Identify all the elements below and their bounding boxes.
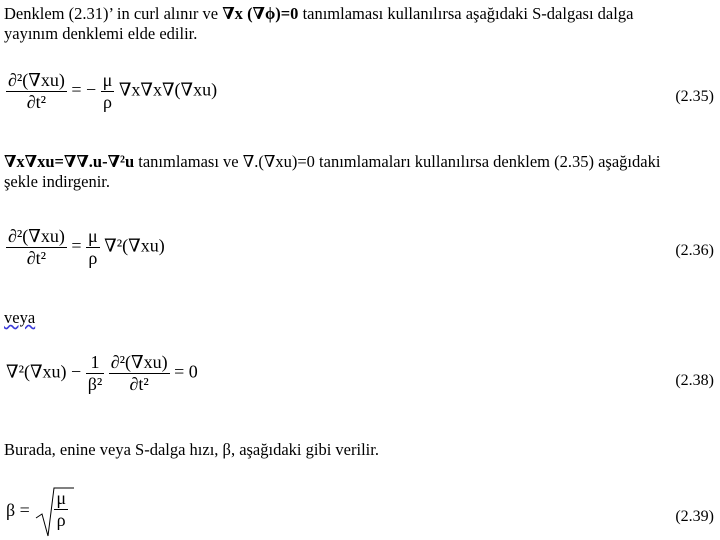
- intro-text: Denklem (2.31)’ in curl alınır ve: [4, 4, 219, 23]
- identity-text-line2: şekle indirgenir.: [4, 172, 111, 191]
- eq238-equals-zero: = 0: [174, 361, 198, 382]
- equation-2-35: [6, 70, 217, 113]
- paragraph-intro: [4, 4, 716, 44]
- eq239-mu-rho: $\frac{\mu}{\rho}$: [56, 488, 66, 530]
- eq-number-2-36: (2.36): [675, 242, 714, 259]
- eq235-mu-rho: $\frac{\mu}{\rho}$: [102, 70, 113, 112]
- eq239-lhs: β =: [6, 500, 30, 521]
- vector-identity: ∇x∇xu=∇∇.u-∇²u: [4, 152, 135, 171]
- paragraph-beta: Burada, enine veya S-dalga hızı, β, aşağıdaki gibi verilir.: [4, 440, 379, 459]
- equation-2-38: [6, 352, 198, 395]
- eq236-mu-rho: $\frac{\mu}{\rho}$: [88, 226, 98, 268]
- veya-text: veya: [4, 308, 36, 327]
- curl-operator: ∇x: [222, 4, 243, 23]
- eq236-equals: =: [71, 235, 82, 256]
- eq238-fraction: $\frac{\text{∂²(∇xu)}}{\text{∂t²}}$: [110, 352, 168, 394]
- paragraph-identity: [4, 152, 716, 192]
- equation-2-36: [6, 226, 165, 269]
- eq238-lhs: ∇²(∇xu) −: [6, 361, 82, 382]
- eq-number-2-39: (2.39): [675, 508, 714, 525]
- intro-text-cont: tanımlaması kullanılırsa aşağıdaki S-dalgası dalga: [302, 4, 634, 23]
- eq238-one-over-beta2: $\frac{1}{\text{β²}}$: [87, 352, 103, 394]
- eq235-lhs-fraction: $\frac{\text{∂²(∇xu)}}{\text{∂t²}}$: [8, 70, 65, 112]
- eq235-equals: = −: [71, 79, 97, 100]
- equation-2-39: [6, 486, 74, 538]
- eq-number-2-38: (2.38): [675, 372, 714, 389]
- eq-number-2-35: (2.35): [675, 88, 714, 105]
- identity-text: tanımlaması ve ∇.(∇xu)=0 tanımlamaları kullanılırsa denklem (2.35) aşağıdaki: [138, 152, 661, 171]
- eq236-lhs-fraction: $\frac{\text{∂²(∇xu)}}{\text{∂t²}}$: [8, 226, 65, 268]
- sqrt-symbol: [34, 486, 74, 538]
- eq236-rhs: ∇²(∇xu): [104, 235, 165, 256]
- intro-text-line2: yayınım denklemi elde edilir.: [4, 24, 198, 43]
- curl-identity: (∇ϕ)=0: [247, 4, 299, 23]
- eq235-rhs: ∇x∇x∇(∇xu): [118, 79, 218, 100]
